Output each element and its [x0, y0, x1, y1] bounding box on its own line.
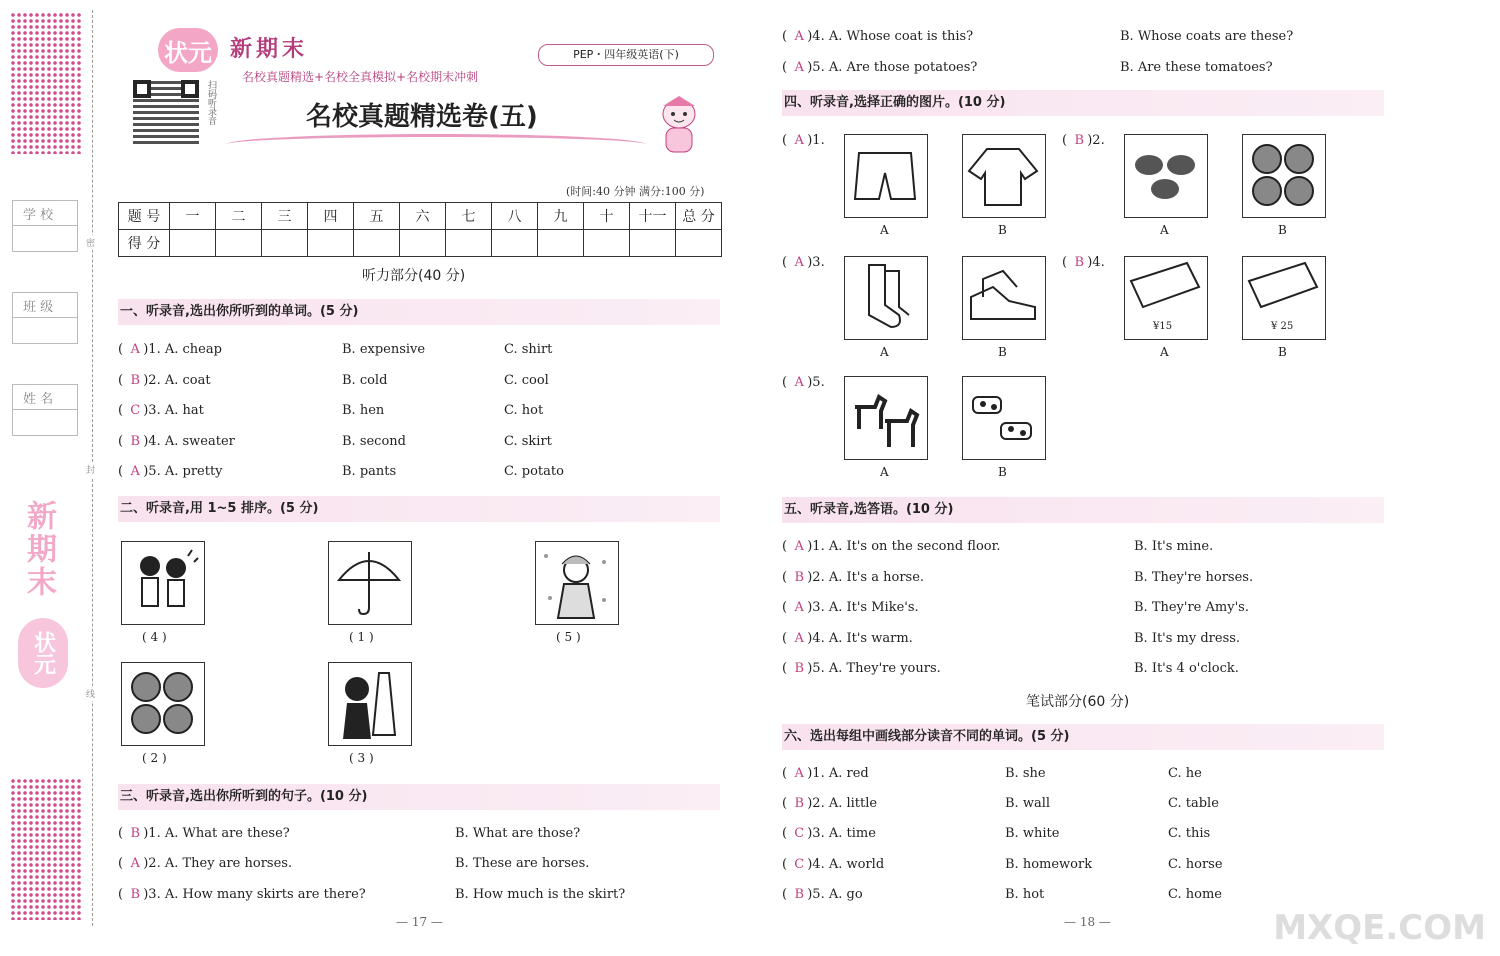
- sidebar-title: 新期末: [21, 500, 56, 599]
- tomatoes-icon: [122, 663, 202, 743]
- sec1-item-1-b: B. expensive: [342, 342, 426, 357]
- name-label: 姓 名: [13, 385, 77, 410]
- sec6-item-3-c: C. this: [1168, 826, 1211, 841]
- score-value-row: [119, 230, 722, 257]
- sec6-item-1: ( A )1. A. red: [782, 766, 869, 781]
- sec1-item-3-c: C. hot: [504, 403, 544, 418]
- sec1-item-2-c: C. cool: [504, 373, 549, 388]
- score-cell[interactable]: [216, 230, 262, 257]
- score-col: 九: [538, 203, 584, 230]
- picture-tomatoes-2: [1242, 134, 1326, 218]
- sec3-item-2: ( A )2. A. They are horses.: [118, 856, 293, 871]
- picture-cows: [962, 376, 1046, 460]
- sec4-item-5: ( A )5.: [782, 375, 825, 390]
- score-col: 八: [492, 203, 538, 230]
- name-field[interactable]: [12, 384, 78, 436]
- sec6-item-4-c: C. horse: [1168, 857, 1223, 872]
- sec4-option-a: A: [880, 345, 889, 359]
- scarf-price-a: ¥15: [1153, 321, 1173, 332]
- sec4-option-b: B: [1278, 345, 1287, 359]
- potatoes-icon: [1125, 135, 1205, 215]
- sec6-item-3: ( C )3. A. time: [782, 826, 876, 841]
- sec3-item-3-b: B. How much is the skirt?: [455, 887, 626, 902]
- sec5-item-1: ( A )1. A. It's on the second floor.: [782, 539, 1001, 554]
- score-cell[interactable]: [308, 230, 354, 257]
- exam-meta: (时间:40 分钟 满分:100 分): [566, 185, 705, 198]
- sec6-item-5-b: B. hot: [1005, 887, 1045, 902]
- order-label-1: ( 4 ): [142, 630, 167, 644]
- score-col: 四: [308, 203, 354, 230]
- umbrella-icon: [329, 542, 409, 622]
- section-3-header: 三、听录音,选出你所听到的句子。(10 分): [118, 784, 720, 810]
- sec1-item-4: ( B )4. A. sweater: [118, 434, 235, 449]
- sec6-item-3-b: B. white: [1005, 826, 1060, 841]
- sec5-item-5: ( B )5. A. They're yours.: [782, 661, 941, 676]
- sec6-item-4: ( C )4. A. world: [782, 857, 885, 872]
- section-6-header: 六、选出每组中画线部分读音不同的单词。(5 分): [782, 724, 1384, 750]
- school-field[interactable]: [12, 200, 78, 252]
- sec3-item-5-b: B. Are these tomatoes?: [1120, 60, 1273, 75]
- score-col: 总 分: [676, 203, 722, 230]
- sec6-item-2: ( B )2. A. little: [782, 796, 878, 811]
- picture-horses: [844, 376, 928, 460]
- sec5-item-2-b: B. They're horses.: [1134, 570, 1254, 585]
- order-label-5: ( 3 ): [349, 751, 374, 765]
- picture-snow-girl: [535, 541, 619, 625]
- picture-dancing-kids: [121, 541, 205, 625]
- page-number-left: — 17 —: [396, 915, 443, 929]
- sec4-option-a: A: [880, 223, 889, 237]
- score-cell[interactable]: [400, 230, 446, 257]
- score-header-row: [119, 203, 722, 230]
- order-label-2: ( 1 ): [349, 630, 374, 644]
- sec6-item-5-c: C. home: [1168, 887, 1222, 902]
- sweater-icon: [963, 135, 1043, 215]
- decorative-dots-bottom: [10, 778, 82, 920]
- score-col: 五: [354, 203, 400, 230]
- picture-scarf-b: [1242, 256, 1326, 340]
- section-5-header: 五、听录音,选答语。(10 分): [782, 497, 1384, 523]
- series-badge: PEP・四年级英语(下): [538, 44, 714, 66]
- sidebar-logo: 状元: [18, 618, 68, 688]
- sec6-item-2-b: B. wall: [1005, 796, 1051, 811]
- sec4-option-a: A: [1160, 345, 1169, 359]
- tomatoes-icon: [1243, 135, 1323, 215]
- binding-mark-3: 线: [86, 686, 95, 701]
- sec4-option-b: B: [998, 223, 1007, 237]
- sec1-item-2: ( B )2. A. coat: [118, 373, 211, 388]
- title-swoosh: [226, 134, 646, 155]
- picture-shoes: [962, 256, 1046, 340]
- sec1-item-3-b: B. hen: [342, 403, 385, 418]
- girl-dress-icon: [329, 663, 409, 743]
- binding-mark-1: 密: [86, 235, 95, 250]
- sec1-item-1: ( A )1. A. cheap: [118, 342, 222, 357]
- school-label: 学 校: [13, 201, 77, 226]
- brand-logo: 状元: [158, 28, 218, 72]
- qr-code-icon[interactable]: [133, 80, 199, 144]
- brand-name: 新期末: [230, 37, 309, 62]
- scarf-icon: [1125, 257, 1205, 317]
- score-col: 七: [446, 203, 492, 230]
- sec4-option-b: B: [1278, 223, 1287, 237]
- sec4-option-b: B: [998, 345, 1007, 359]
- cows-icon: [963, 377, 1043, 457]
- score-cell[interactable]: [492, 230, 538, 257]
- picture-girl-dress: [328, 662, 412, 746]
- score-cell[interactable]: [538, 230, 584, 257]
- class-label: 班 级: [13, 293, 77, 318]
- sec3-item-1: ( B )1. A. What are these?: [118, 826, 290, 841]
- sec3-item-3: ( B )3. A. How many skirts are there?: [118, 887, 366, 902]
- score-cell[interactable]: [676, 230, 722, 257]
- watermark: MXQE.COM: [1273, 908, 1486, 948]
- picture-umbrella: [328, 541, 412, 625]
- score-cell[interactable]: [584, 230, 630, 257]
- shoes-icon: [963, 257, 1043, 337]
- sec1-item-5: ( A )5. A. pretty: [118, 464, 223, 479]
- picture-shorts: [844, 134, 928, 218]
- dancing-kids-icon: [122, 542, 202, 622]
- mascot-icon: [648, 92, 710, 158]
- sec3-item-4: ( A )4. A. Whose coat is this?: [782, 29, 974, 44]
- sec1-item-2-b: B. cold: [342, 373, 388, 388]
- sec4-option-b: B: [998, 465, 1007, 479]
- horses-icon: [845, 377, 925, 457]
- sec5-item-5-b: B. It's 4 o'clock.: [1134, 661, 1239, 676]
- sec5-item-1-b: B. It's mine.: [1134, 539, 1214, 554]
- picture-tomatoes: [121, 662, 205, 746]
- socks-icon: [845, 257, 925, 337]
- score-col: 三: [262, 203, 308, 230]
- qr-label: 扫码听录音: [206, 80, 216, 125]
- sec1-item-3: ( C )3. A. hat: [118, 403, 204, 418]
- picture-potatoes: [1124, 134, 1208, 218]
- sec6-item-1-c: C. he: [1168, 766, 1202, 781]
- sec1-item-5-c: C. potato: [504, 464, 564, 479]
- sec4-item-1: ( A )1.: [782, 133, 825, 148]
- shorts-icon: [845, 135, 925, 215]
- order-label-3: ( 5 ): [556, 630, 581, 644]
- sec6-item-1-b: B. she: [1005, 766, 1046, 781]
- sec5-item-4: ( A )4. A. It's warm.: [782, 631, 913, 646]
- section-2-header: 二、听录音,用 1~5 排序。(5 分): [118, 496, 720, 522]
- page-number-right: — 18 —: [1064, 915, 1111, 929]
- listening-heading: 听力部分(40 分): [362, 268, 466, 284]
- sec3-item-2-b: B. These are horses.: [455, 856, 590, 871]
- score-cell[interactable]: [262, 230, 308, 257]
- score-col: 十: [584, 203, 630, 230]
- picture-sweater: [962, 134, 1046, 218]
- binding-mark-2: 封: [86, 462, 95, 477]
- picture-socks: [844, 256, 928, 340]
- sec5-item-2: ( B )2. A. It's a horse.: [782, 570, 925, 585]
- sec3-item-1-b: B. What are those?: [455, 826, 581, 841]
- sec4-item-4: ( B )4.: [1062, 255, 1105, 270]
- decorative-dots-top: [10, 12, 82, 154]
- section-1-header: 一、听录音,选出你所听到的单词。(5 分): [118, 299, 720, 325]
- writing-heading: 笔试部分(60 分): [1026, 694, 1130, 710]
- score-cell[interactable]: [354, 230, 400, 257]
- section-4-header: 四、听录音,选择正确的图片。(10 分): [782, 90, 1384, 116]
- snow-girl-icon: [536, 542, 616, 622]
- sec4-option-a: A: [880, 465, 889, 479]
- sec1-item-1-c: C. shirt: [504, 342, 553, 357]
- score-cell[interactable]: [630, 230, 676, 257]
- picture-scarf-a: [1124, 256, 1208, 340]
- brand-slogan: 名校真题精选+名校全真模拟+名校期末冲刺: [242, 70, 479, 84]
- exam-title: 名校真题精选卷(五): [306, 102, 538, 132]
- score-col: 一: [170, 203, 216, 230]
- score-cell[interactable]: [170, 230, 216, 257]
- sec1-item-4-c: C. skirt: [504, 434, 552, 449]
- sec3-item-4-b: B. Whose coats are these?: [1120, 29, 1294, 44]
- score-col: 六: [400, 203, 446, 230]
- sec1-item-5-b: B. pants: [342, 464, 397, 479]
- sec4-item-3: ( A )3.: [782, 255, 825, 270]
- sec3-item-5: ( A )5. A. Are those potatoes?: [782, 60, 978, 75]
- class-field[interactable]: [12, 292, 78, 344]
- scarf-icon: [1243, 257, 1323, 317]
- score-cell[interactable]: [446, 230, 492, 257]
- sec1-item-4-b: B. second: [342, 434, 406, 449]
- score-row-label: 得 分: [119, 230, 170, 257]
- score-col: 题 号: [119, 203, 170, 230]
- score-col: 十一: [630, 203, 676, 230]
- sec5-item-4-b: B. It's my dress.: [1134, 631, 1241, 646]
- sec4-item-2: ( B )2.: [1062, 133, 1105, 148]
- sec5-item-3: ( A )3. A. It's Mike's.: [782, 600, 919, 615]
- sec6-item-2-c: C. table: [1168, 796, 1219, 811]
- order-label-4: ( 2 ): [142, 751, 167, 765]
- sec6-item-5: ( B )5. A. go: [782, 887, 863, 902]
- score-col: 二: [216, 203, 262, 230]
- scarf-price-b: ¥ 25: [1271, 321, 1294, 332]
- score-table: [118, 202, 722, 257]
- sec6-item-4-b: B. homework: [1005, 857, 1093, 872]
- sec5-item-3-b: B. They're Amy's.: [1134, 600, 1249, 615]
- sec4-option-a: A: [1160, 223, 1169, 237]
